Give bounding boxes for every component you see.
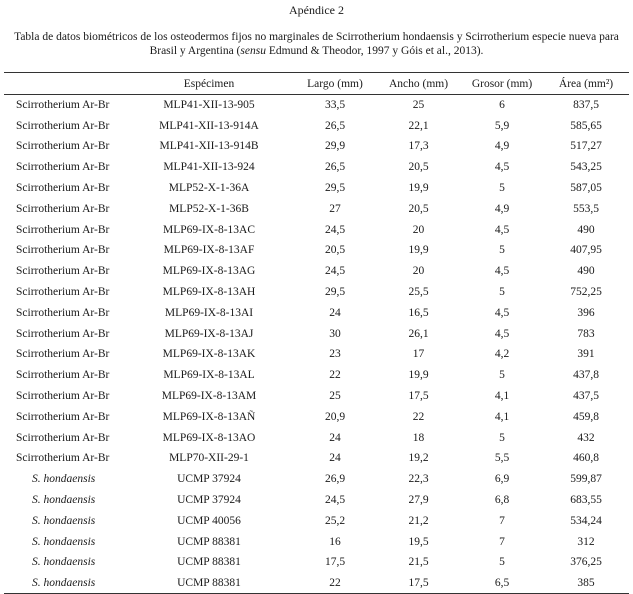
- table-row: [4, 344, 629, 365]
- cell-specimen: UCMP 88381: [177, 535, 241, 548]
- table-row: [4, 510, 629, 531]
- cell-ancho: 22,1: [408, 119, 429, 132]
- cell-area: 587,05: [570, 182, 602, 195]
- cell-area: 490: [577, 265, 595, 278]
- cell-largo: 24,5: [324, 494, 346, 507]
- cell-ancho: 20: [412, 223, 425, 236]
- cell-area: 837,5: [573, 99, 599, 112]
- cell-species: Scirrotherium Ar-Br: [16, 452, 110, 465]
- cell-specimen: UCMP 88381: [124, 573, 294, 594]
- cell-ancho: 17: [412, 348, 425, 361]
- cell-ancho: 17,5: [376, 573, 461, 594]
- cell-specimen: MLP69-IX-8-13AM: [161, 390, 257, 403]
- cell-area: 752,25: [570, 286, 602, 299]
- cell-area: 437,5: [573, 390, 599, 403]
- table-row: [4, 427, 629, 448]
- cell-grosor: 4,1: [494, 390, 510, 403]
- cell-specimen: MLP41-XII-13-905: [163, 99, 255, 112]
- cell-largo: 16: [329, 535, 341, 548]
- cell-area: 553,5: [573, 202, 599, 215]
- cell-largo: 26,5: [324, 161, 346, 174]
- appendix-heading: Apéndice 2: [289, 3, 344, 17]
- cell-ancho: 19,9: [408, 369, 429, 382]
- cell-area: 407,95: [570, 244, 602, 257]
- cell-ancho: 20: [412, 265, 425, 278]
- table-row: [4, 261, 629, 282]
- table-header-row: [4, 73, 629, 95]
- cell-largo: 24: [329, 452, 341, 465]
- table-row: [4, 240, 629, 261]
- cell-largo: 22: [294, 573, 376, 594]
- cell-largo: 17,5: [324, 556, 346, 569]
- cell-ancho: 19,9: [408, 244, 429, 257]
- cell-ancho: 19,9: [408, 182, 429, 195]
- cell-grosor: 6,9: [494, 473, 510, 486]
- cell-species: Scirrotherium Ar-Br: [16, 390, 110, 403]
- cell-largo: 29,5: [324, 182, 346, 195]
- cell-ancho: 27,9: [408, 494, 429, 507]
- cell-grosor: 6,5: [461, 573, 543, 594]
- cell-ancho: 21,5: [408, 556, 429, 569]
- cell-area: 543,25: [570, 161, 602, 174]
- cell-grosor: 4,5: [494, 161, 510, 174]
- cell-area: 459,8: [573, 410, 599, 423]
- header-area: Área (mm²): [543, 73, 629, 95]
- table-row: [4, 573, 629, 594]
- cell-ancho: 19,2: [408, 452, 429, 465]
- table-row: [4, 386, 629, 407]
- cell-specimen: MLP41-XII-13-914B: [159, 140, 259, 153]
- cell-species: Scirrotherium Ar-Br: [16, 348, 110, 361]
- cell-area: 585,65: [570, 119, 602, 132]
- caption-text-start: Tabla de datos biométricos de los osteodermos fijos no marginales de Scirrotherium hondaensis y Scirrotherium especie nueva para Brasil y Argentina (: [14, 31, 619, 57]
- cell-largo: 27: [329, 202, 341, 215]
- cell-ancho: 20,5: [408, 202, 429, 215]
- table-row: [4, 531, 629, 552]
- cell-species: S. hondaensis: [32, 473, 96, 486]
- cell-largo: 26,5: [324, 119, 346, 132]
- cell-specimen: MLP52-X-1-36A: [168, 182, 250, 195]
- cell-largo: 29,9: [324, 140, 346, 153]
- cell-species: Scirrotherium Ar-Br: [16, 244, 110, 257]
- table-row: [4, 136, 629, 157]
- cell-largo: 25,2: [324, 514, 346, 527]
- header-grosor: Grosor (mm): [461, 73, 543, 95]
- cell-specimen: MLP69-IX-8-13AF: [163, 244, 255, 257]
- cell-largo: 22: [329, 369, 341, 382]
- cell-grosor: 5: [499, 182, 505, 195]
- cell-species: Scirrotherium Ar-Br: [16, 265, 110, 278]
- cell-area: 437,8: [573, 369, 599, 382]
- table-body: [4, 95, 629, 594]
- cell-ancho: 21,2: [408, 514, 429, 527]
- cell-grosor: 4,2: [494, 348, 510, 361]
- cell-grosor: 5: [499, 556, 505, 569]
- table-row: [4, 282, 629, 303]
- cell-ancho: 25: [412, 99, 425, 112]
- cell-specimen: UCMP 40056: [177, 514, 241, 527]
- cell-ancho: 22: [412, 410, 425, 423]
- table-row: [4, 219, 629, 240]
- cell-species: Scirrotherium Ar-Br: [16, 182, 110, 195]
- cell-specimen: MLP69-IX-8-13AG: [162, 265, 256, 278]
- caption-text-end: Edmund & Theodor, 1997 y Góis et al., 2013).: [265, 45, 484, 57]
- cell-largo: 24,5: [324, 265, 346, 278]
- cell-species: S. hondaensis: [32, 494, 96, 507]
- table-row: [4, 178, 629, 199]
- table-row: [4, 157, 629, 178]
- cell-species: Scirrotherium Ar-Br: [16, 119, 110, 132]
- cell-largo: 25: [329, 390, 341, 403]
- cell-species: S. hondaensis: [4, 573, 124, 594]
- cell-specimen: MLP41-XII-13-914A: [159, 119, 259, 132]
- cell-species: Scirrotherium Ar-Br: [16, 431, 110, 444]
- biometric-data-table: [4, 72, 629, 594]
- cell-largo: 20,5: [324, 244, 346, 257]
- cell-area: 517,27: [570, 140, 602, 153]
- cell-largo: 24: [329, 431, 341, 444]
- cell-grosor: 4,1: [494, 410, 510, 423]
- table-row: [4, 490, 629, 511]
- cell-area: 683,55: [570, 494, 602, 507]
- cell-specimen: UCMP 88381: [177, 556, 241, 569]
- cell-grosor: 5: [499, 286, 505, 299]
- cell-ancho: 16,5: [408, 306, 429, 319]
- cell-area: 396: [577, 306, 595, 319]
- cell-largo: 20,9: [324, 410, 346, 423]
- cell-ancho: 18: [412, 431, 425, 444]
- cell-grosor: 6: [499, 99, 505, 112]
- table-row: [4, 552, 629, 573]
- cell-grosor: 6,8: [494, 494, 510, 507]
- cell-largo: 24,5: [324, 223, 346, 236]
- cell-species: S. hondaensis: [32, 535, 96, 548]
- cell-grosor: 5: [499, 431, 505, 444]
- cell-grosor: 5: [499, 244, 505, 257]
- cell-area: 783: [577, 327, 595, 340]
- cell-species: Scirrotherium Ar-Br: [16, 369, 110, 382]
- cell-species: Scirrotherium Ar-Br: [16, 286, 110, 299]
- cell-species: Scirrotherium Ar-Br: [16, 202, 110, 215]
- cell-largo: 26,9: [324, 473, 346, 486]
- cell-species: Scirrotherium Ar-Br: [16, 223, 110, 236]
- cell-ancho: 22,3: [408, 473, 429, 486]
- cell-specimen: MLP52-X-1-36B: [169, 202, 249, 215]
- cell-area: 460,8: [573, 452, 599, 465]
- cell-area: 599,87: [570, 473, 602, 486]
- cell-species: S. hondaensis: [32, 514, 96, 527]
- cell-ancho: 17,5: [408, 390, 429, 403]
- cell-ancho: 26,1: [408, 327, 429, 340]
- cell-largo: 30: [329, 327, 341, 340]
- cell-grosor: 5: [499, 369, 505, 382]
- table-row: [4, 95, 629, 116]
- cell-specimen: MLP69-IX-8-13AI: [164, 306, 254, 319]
- cell-species: Scirrotherium Ar-Br: [16, 410, 110, 423]
- header-largo: Largo (mm): [294, 73, 376, 95]
- cell-area: 490: [577, 223, 595, 236]
- cell-area: 385: [543, 573, 629, 594]
- table-row: [4, 323, 629, 344]
- cell-grosor: 4,5: [494, 306, 510, 319]
- cell-specimen: MLP41-XII-13-924: [163, 161, 255, 174]
- cell-ancho: 19,5: [408, 535, 429, 548]
- table-caption: [4, 30, 629, 58]
- cell-area: 534,24: [570, 514, 602, 527]
- cell-grosor: 4,9: [494, 140, 510, 153]
- cell-largo: 29,5: [324, 286, 346, 299]
- table-row: [4, 469, 629, 490]
- cell-grosor: 5,5: [494, 452, 510, 465]
- cell-grosor: 7: [499, 514, 505, 527]
- cell-specimen: MLP69-IX-8-13AC: [163, 223, 255, 236]
- cell-species: Scirrotherium Ar-Br: [16, 306, 110, 319]
- cell-specimen: MLP69-IX-8-13AH: [162, 286, 256, 299]
- cell-species: Scirrotherium Ar-Br: [16, 99, 110, 112]
- cell-area: 432: [577, 431, 595, 444]
- header-ancho: Ancho (mm): [376, 73, 461, 95]
- cell-species: Scirrotherium Ar-Br: [16, 140, 110, 153]
- cell-largo: 33,5: [324, 99, 346, 112]
- cell-area: 312: [577, 535, 595, 548]
- cell-grosor: 4,5: [494, 327, 510, 340]
- caption-sensu: sensu: [240, 45, 266, 57]
- cell-specimen: MLP69-IX-8-13AJ: [164, 327, 254, 340]
- cell-specimen: UCMP 37924: [177, 494, 241, 507]
- header-species: [4, 73, 124, 95]
- cell-grosor: 5,9: [494, 119, 510, 132]
- table-row: [4, 115, 629, 136]
- cell-grosor: 4,9: [494, 202, 510, 215]
- table-row: [4, 365, 629, 386]
- cell-ancho: 17,3: [408, 140, 429, 153]
- cell-ancho: 20,5: [408, 161, 429, 174]
- cell-species: S. hondaensis: [32, 556, 96, 569]
- cell-specimen: MLP69-IX-8-13AÑ: [162, 410, 256, 423]
- cell-specimen: MLP69-IX-8-13AO: [162, 431, 256, 444]
- cell-ancho: 25,5: [408, 286, 429, 299]
- table-row: [4, 406, 629, 427]
- cell-species: Scirrotherium Ar-Br: [16, 327, 110, 340]
- cell-specimen: MLP70-XII-29-1: [169, 452, 249, 465]
- header-specimen: Espécimen: [124, 73, 294, 95]
- cell-grosor: 7: [499, 535, 505, 548]
- cell-specimen: MLP69-IX-8-13AL: [163, 369, 255, 382]
- table-row: [4, 302, 629, 323]
- cell-largo: 23: [329, 348, 341, 361]
- cell-area: 376,25: [570, 556, 602, 569]
- cell-grosor: 4,5: [494, 223, 510, 236]
- cell-area: 391: [577, 348, 595, 361]
- cell-largo: 24: [329, 306, 341, 319]
- cell-species: Scirrotherium Ar-Br: [16, 161, 110, 174]
- table-row: [4, 198, 629, 219]
- table-row: [4, 448, 629, 469]
- cell-specimen: MLP69-IX-8-13AK: [162, 348, 256, 361]
- cell-specimen: UCMP 37924: [177, 473, 241, 486]
- cell-grosor: 4,5: [494, 265, 510, 278]
